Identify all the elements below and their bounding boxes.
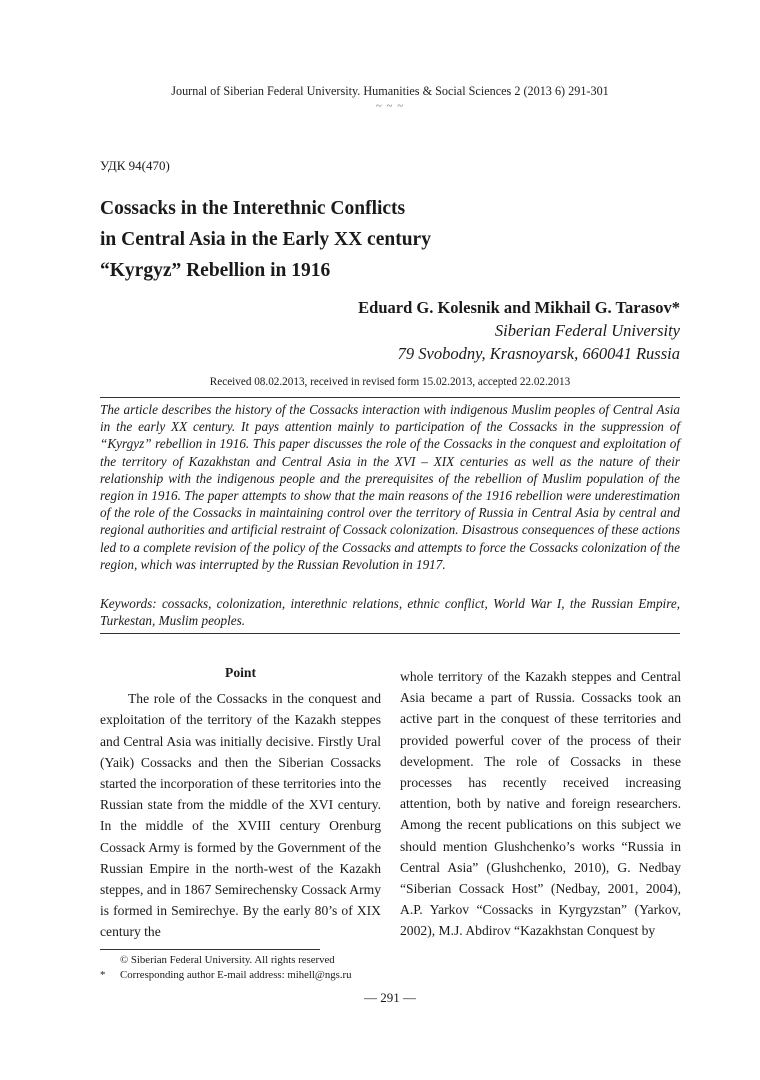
footnote-asterisk: * <box>100 969 106 981</box>
author-names: Eduard G. Kolesnik and Mikhail G. Tarasov* <box>358 298 680 317</box>
keywords-text: Keywords: cossacks, colonization, interethnic relations, ethnic conflict, World War I, the Russian Empire, Turkestan, Muslim peoples. <box>100 596 680 629</box>
author-block <box>180 296 680 365</box>
footnote-corresponding <box>100 968 500 983</box>
footnote-copyright <box>100 953 500 968</box>
body-paragraph-right: whole territory of the Kazakh steppes and Central Asia became a part of Russia. Cossacks took an active part in the conquest of these territories and provided powerful cover of the process of their development. The role of Cossacks in these processes has recently received increasing attention, both by native and foreign researchers. Among the recent publications on this subject we should mention Glushchenko’s works “Russia in Central Asia” (Glushchenko, 2010), G. Nedbay “Siberian Cossack Host” (Nedbay, 2001, 2004), A.P. Yarkov “Cossacks in Kyrgyzstan” (Yarkov, 2002), M.J. Abdirov “Kazakhstan Conquest by <box>400 669 681 939</box>
author-address: 79 Svobodny, Krasnoyarsk, 660041 Russia <box>397 344 680 363</box>
body-paragraph-left: The role of the Cossacks in the conquest and exploitation of the territory of the Kazakh steppes and Central Asia was initially decisive. Firstly Ural (Yaik) Cossacks and then the Siberian Cossacks started the incorporation of these territories into the Russian state from the middle of the XVI century. In the middle of the XVIII century Orenburg Cossack Army is formed by the Government of the Russian Empire in the north-west of the Kazakh steppes, and in 1867 Semirechensky Cossack Army is formed in Semirechye. By the early 80’s of XIX century the <box>100 691 381 940</box>
udk-code: УДК 94(470) <box>100 158 170 173</box>
abstract-text: The article describes the history of the Cossacks interaction with indigenous Muslim peoples of Central Asia in the early XX century. It pays attention mainly to participation of the Cossacks in the suppression of “Kyrgyz” rebellion in 1916. This paper discusses the role of the Cossacks in the conquest and exploitation of the territory of Kazakhstan and Central Asia in the XVI – XIX centuries as well as the nature of their relationship with the indigenous people and the prerequisites of the rebellion of Muslim population of the region in 1916. The paper attempts to show that the main reasons of the 1916 rebellion were underestimation of the role of the Cossacks in maintaining control over the territory of Russia in Central Asia by central and regional authorities and artificial restraint of Cossack colonization. Disastrous consequences of these actions led to a complete revision of the policy of the Cossacks and attempts to force the Cossacks colonization of the region, which was interrupted by the Russian Revolution in 1917. <box>100 402 680 572</box>
corresponding-author-text: Corresponding author E-mail address: mihell@ngs.ru <box>120 969 352 981</box>
title-line-3: “Kyrgyz” Rebellion in 1916 <box>100 260 331 281</box>
article-title <box>100 193 660 286</box>
header-separator: ~ ~ ~ <box>375 100 405 112</box>
author-affiliation: Siberian Federal University <box>494 321 680 340</box>
footnotes <box>100 953 500 983</box>
body-column-left <box>100 662 381 943</box>
page-number: — 291 — <box>364 990 416 1005</box>
title-line-2: in Central Asia in the Early XX century <box>100 229 431 250</box>
journal-header: Journal of Siberian Federal University. Humanities & Social Sciences 2 (2013 6) 291-301 <box>171 84 609 98</box>
received-dates: Received 08.02.2013, received in revised form 15.02.2013, accepted 22.02.2013 <box>209 376 571 388</box>
body-column-right <box>400 666 681 942</box>
copyright-text: © Siberian Federal University. All rights reserved <box>120 954 335 966</box>
abstract-top-rule <box>100 397 680 398</box>
abstract-bottom-rule <box>100 633 680 634</box>
footnote-rule <box>100 949 320 950</box>
section-heading: Point <box>225 665 256 680</box>
title-line-1: Cossacks in the Interethnic Conflicts <box>100 198 406 219</box>
